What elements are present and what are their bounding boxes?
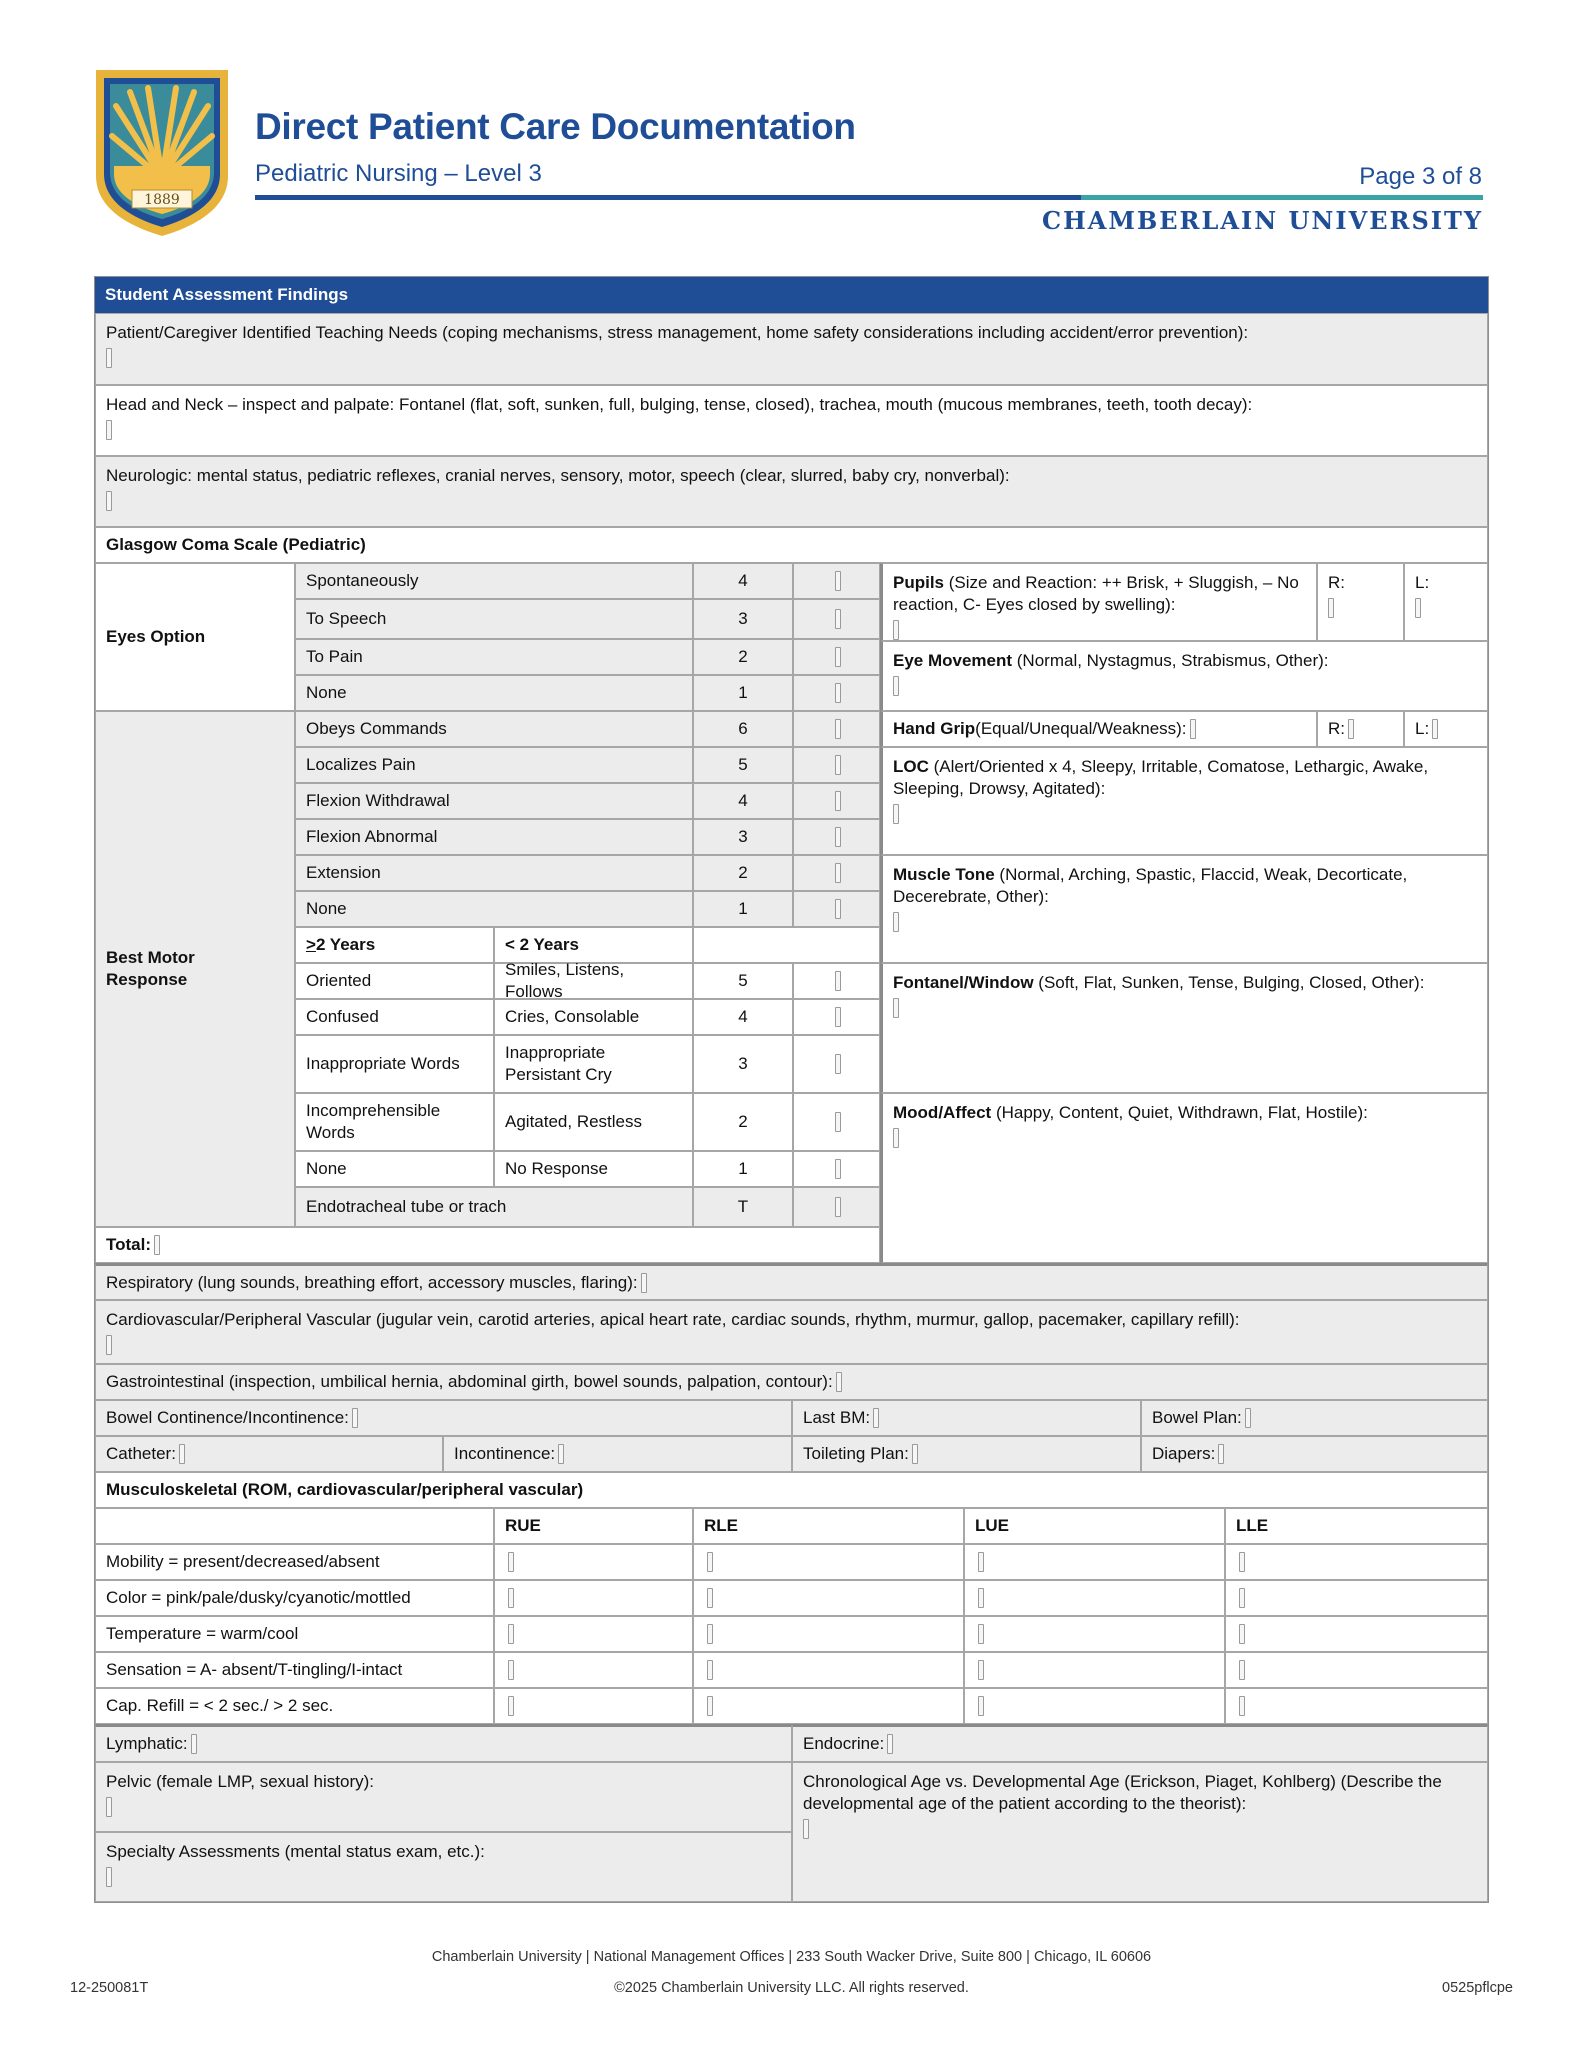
musculo-cell[interactable]: [1225, 1544, 1488, 1580]
verbal-under-agitated: Agitated, Restless: [494, 1093, 693, 1151]
page-number: Page 3 of 8: [1359, 163, 1482, 190]
mood-affect-field[interactable]: [893, 1128, 899, 1148]
pupils-left-field[interactable]: [1415, 598, 1421, 618]
gcs-title: Glasgow Coma Scale (Pediatric): [106, 535, 366, 554]
musculo-cell[interactable]: [494, 1652, 693, 1688]
musculo-row-temperature: Temperature = warm/cool: [95, 1616, 494, 1652]
hand-grip-left-field[interactable]: [1432, 719, 1438, 739]
musculo-cell[interactable]: [964, 1580, 1225, 1616]
gcs-checkbox[interactable]: [793, 963, 880, 999]
cardiovascular-field[interactable]: [106, 1335, 112, 1355]
eye-movement-cell: Eye Movement (Normal, Nystagmus, Strabismus, Other):: [880, 641, 1488, 711]
gcs-motor-flexion-abnormal: Flexion Abnormal: [295, 819, 693, 855]
bowel-continence-field[interactable]: [352, 1408, 358, 1428]
gcs-checkbox[interactable]: [793, 819, 880, 855]
neurologic-field[interactable]: [106, 491, 112, 511]
gcs-score: 3: [693, 599, 793, 639]
gastrointestinal-field[interactable]: [836, 1372, 842, 1392]
musculo-cell[interactable]: [964, 1544, 1225, 1580]
gcs-checkbox[interactable]: [793, 1151, 880, 1187]
gcs-checkbox[interactable]: [793, 599, 880, 639]
musculo-cell[interactable]: [494, 1544, 693, 1580]
verbal-under-smiles: Smiles, Listens, Follows: [494, 963, 693, 999]
gcs-score: 3: [693, 1035, 793, 1093]
gcs-total-field[interactable]: [154, 1235, 160, 1255]
bowel-plan-field[interactable]: [1245, 1408, 1251, 1428]
hand-grip-right-cell: R:: [1317, 711, 1404, 747]
gcs-checkbox[interactable]: [793, 1035, 880, 1093]
last-bm-field[interactable]: [873, 1408, 879, 1428]
diapers-cell: Diapers:: [1141, 1436, 1488, 1472]
hand-grip-field[interactable]: [1190, 719, 1196, 739]
musculo-col-rue: RUE: [494, 1508, 693, 1544]
teaching-needs-row: [95, 313, 1488, 385]
gcs-checkbox[interactable]: [793, 1093, 880, 1151]
musculo-cell[interactable]: [693, 1652, 964, 1688]
gcs-score: 1: [693, 1151, 793, 1187]
musculo-cell[interactable]: [964, 1688, 1225, 1724]
respiratory-row: Respiratory (lung sounds, breathing effort, accessory muscles, flaring):: [95, 1263, 1488, 1300]
toileting-plan-cell: Toileting Plan:: [792, 1436, 1141, 1472]
page-subtitle: Pediatric Nursing – Level 3: [255, 160, 542, 187]
gcs-checkbox[interactable]: [793, 747, 880, 783]
gcs-score: 5: [693, 963, 793, 999]
header-rule-blue: [255, 195, 1081, 200]
gcs-score: 4: [693, 999, 793, 1035]
gcs-checkbox[interactable]: [793, 675, 880, 711]
musculo-col-rle: RLE: [693, 1508, 964, 1544]
bowel-plan-cell: Bowel Plan:: [1141, 1400, 1488, 1436]
gcs-score: 5: [693, 747, 793, 783]
gcs-total-row: [95, 1227, 880, 1263]
musculo-cell[interactable]: [494, 1580, 693, 1616]
musculo-cell[interactable]: [693, 1688, 964, 1724]
lymphatic-field[interactable]: [191, 1734, 197, 1754]
musculo-cell[interactable]: [693, 1616, 964, 1652]
musculo-col-lle: LLE: [1225, 1508, 1488, 1544]
gcs-endotracheal-tube: Endotracheal tube or trach: [295, 1187, 693, 1227]
endocrine-field[interactable]: [887, 1734, 893, 1754]
head-neck-field[interactable]: [106, 420, 112, 440]
pupils-cell: Pupils (Size and Reaction: ++ Brisk, + Sluggish, – No reaction, C- Eyes closed by swelling):: [880, 563, 1317, 641]
gcs-checkbox[interactable]: [793, 891, 880, 927]
header-rule-teal: [1081, 195, 1483, 200]
footer-address: Chamberlain University | National Management Offices | 233 South Wacker Drive, Suite 800 | Chicago, IL 60606: [431, 1949, 1152, 1965]
teaching-needs-label: Patient/Caregiver Identified Teaching Needs (coping mechanisms, stress management, home safety considerations including accident/error prevention):: [106, 323, 1249, 342]
musculo-cell[interactable]: [693, 1544, 964, 1580]
musculo-cell[interactable]: [1225, 1580, 1488, 1616]
cardiovascular-row: Cardiovascular/Peripheral Vascular (jugular vein, carotid arteries, apical heart rate, cardiac sounds, rhythm, murmur, gallop, pacemaker, capillary refill):: [95, 1300, 1488, 1364]
crest-year: 1889: [144, 192, 180, 208]
gcs-score: 2: [693, 1093, 793, 1151]
specialty-cell: Specialty Assessments (mental status exam, etc.):: [95, 1832, 792, 1902]
musculo-row-cap-refill: Cap. Refill = < 2 sec./ > 2 sec.: [95, 1688, 494, 1724]
gcs-checkbox[interactable]: [793, 855, 880, 891]
hand-grip-right-field[interactable]: [1348, 719, 1354, 739]
fontanel-field[interactable]: [893, 998, 899, 1018]
incontinence-field[interactable]: [558, 1444, 564, 1464]
musculo-cell[interactable]: [1225, 1616, 1488, 1652]
gcs-checkbox[interactable]: [793, 999, 880, 1035]
pupils-right-cell: R:: [1317, 563, 1404, 641]
gcs-score: 1: [693, 675, 793, 711]
musculo-row-sensation: Sensation = A- absent/T-tingling/I-intact: [95, 1652, 494, 1688]
gcs-motor-localizes: Localizes Pain: [295, 747, 693, 783]
loc-cell: LOC (Alert/Oriented x 4, Sleepy, Irritable, Comatose, Lethargic, Awake, Sleeping, Drowsy, Agitated):: [880, 747, 1488, 855]
toileting-plan-field[interactable]: [912, 1444, 918, 1464]
pelvic-field[interactable]: [106, 1797, 112, 1817]
verbal-over-incomprehensible: Incomprehensible Words: [295, 1093, 494, 1151]
verbal-under-cries: Cries, Consolable: [494, 999, 693, 1035]
gcs-motor-none: None: [295, 891, 693, 927]
musculo-cell[interactable]: [1225, 1688, 1488, 1724]
musculo-header-blank: [95, 1508, 494, 1544]
musculo-cell[interactable]: [964, 1616, 1225, 1652]
musculo-cell[interactable]: [693, 1580, 964, 1616]
page-title: Direct Patient Care Documentation: [255, 106, 856, 147]
development-cell: Chronological Age vs. Developmental Age (Erickson, Piaget, Kohlberg) (Describe the developmental age of the patient according to the theorist):: [792, 1762, 1488, 1902]
verbal-header-over-2: > 2 Years: [295, 927, 494, 963]
loc-field[interactable]: [893, 804, 899, 824]
gcs-checkbox[interactable]: [793, 783, 880, 819]
hand-grip-cell: Hand Grip (Equal/Unequal/Weakness):: [880, 711, 1317, 747]
pelvic-cell: Pelvic (female LMP, sexual history):: [95, 1762, 792, 1832]
verbal-over-oriented: Oriented: [295, 963, 494, 999]
gcs-checkbox[interactable]: [793, 563, 880, 599]
head-neck-label: Head and Neck – inspect and palpate: Fontanel (flat, soft, sunken, full, bulging, tense, closed), trachea, mouth (mucous membranes, teeth, tooth decay):: [106, 395, 1253, 414]
gcs-score: 1: [693, 891, 793, 927]
gcs-total-label: Total:: [106, 1235, 152, 1254]
gcs-eyes-to-speech: To Speech: [295, 599, 693, 639]
diapers-field[interactable]: [1218, 1444, 1224, 1464]
verbal-over-confused: Confused: [295, 999, 494, 1035]
eyes-option-label: Eyes Option: [95, 563, 295, 711]
gcs-eyes-spontaneously: Spontaneously: [295, 563, 693, 599]
gcs-checkbox[interactable]: [793, 639, 880, 675]
gcs-motor-extension: Extension: [295, 855, 693, 891]
footer-copyright: ©2025 Chamberlain University LLC. All rights reserved.: [614, 1980, 969, 1996]
musculoskeletal-title: Musculoskeletal (ROM, cardiovascular/peripheral vascular): [95, 1472, 1488, 1508]
footer-doc-id: 0525pflcpe: [1442, 1980, 1513, 1996]
verbal-over-inappropriate: Inappropriate Words: [295, 1035, 494, 1093]
section-title: Student Assessment Findings: [105, 285, 349, 304]
musculo-cell[interactable]: [494, 1616, 693, 1652]
mood-affect-cell: Mood/Affect (Happy, Content, Quiet, Withdrawn, Flat, Hostile):: [880, 1093, 1488, 1263]
musculo-cell[interactable]: [1225, 1652, 1488, 1688]
verbal-header-under-2: < 2 Years: [494, 927, 693, 963]
gcs-score: 3: [693, 819, 793, 855]
musculo-cell[interactable]: [964, 1652, 1225, 1688]
last-bm-cell: Last BM:: [792, 1400, 1141, 1436]
gcs-score: T: [693, 1187, 793, 1227]
fontanel-cell: Fontanel/Window (Soft, Flat, Sunken, Tense, Bulging, Closed, Other):: [880, 963, 1488, 1093]
best-motor-response-label: Best Motor Response: [95, 711, 295, 1227]
musculo-cell[interactable]: [494, 1688, 693, 1724]
pupils-field[interactable]: [893, 620, 899, 640]
section-header: [95, 277, 1488, 313]
gastrointestinal-row: Gastrointestinal (inspection, umbilical hernia, abdominal girth, bowel sounds, palpation, contour):: [95, 1364, 1488, 1400]
gcs-title-row: [95, 527, 1488, 563]
hand-grip-left-cell: L:: [1404, 711, 1488, 747]
verbal-under-persistant: Inappropriate Persistant Cry: [494, 1035, 693, 1093]
verbal-under-no-response: No Response: [494, 1151, 693, 1187]
respiratory-field[interactable]: [641, 1273, 647, 1293]
neurologic-row: [95, 456, 1488, 527]
gcs-score: 4: [693, 783, 793, 819]
neurologic-label: Neurologic: mental status, pediatric reflexes, cranial nerves, sensory, motor, speech (clear, slurred, baby cry, nonverbal):: [106, 466, 1010, 485]
gcs-score: 6: [693, 711, 793, 747]
incontinence-cell: Incontinence:: [443, 1436, 792, 1472]
musculo-col-lue: LUE: [964, 1508, 1225, 1544]
verbal-over-none: None: [295, 1151, 494, 1187]
gcs-motor-obeys: Obeys Commands: [295, 711, 693, 747]
university-crest-logo: [92, 66, 232, 238]
muscle-tone-cell: Muscle Tone (Normal, Arching, Spastic, Flaccid, Weak, Decorticate, Decerebrate, Other):: [880, 855, 1488, 963]
gcs-checkbox[interactable]: [793, 1187, 880, 1227]
university-wordmark: CHAMBERLAIN UNIVERSITY: [1041, 206, 1483, 235]
gcs-score: 2: [693, 855, 793, 891]
catheter-cell: Catheter:: [95, 1436, 443, 1472]
musculo-row-mobility: Mobility = present/decreased/absent: [95, 1544, 494, 1580]
verbal-header-blank: [693, 927, 880, 963]
gcs-checkbox[interactable]: [793, 711, 880, 747]
development-field[interactable]: [803, 1819, 809, 1839]
eye-movement-field[interactable]: [893, 676, 899, 696]
gcs-eyes-none: None: [295, 675, 693, 711]
teaching-needs-field[interactable]: [106, 348, 112, 368]
lymphatic-cell: Lymphatic:: [95, 1724, 792, 1762]
specialty-field[interactable]: [106, 1867, 112, 1887]
pupils-right-field[interactable]: [1328, 598, 1334, 618]
gcs-score: 2: [693, 639, 793, 675]
pupils-left-cell: L:: [1404, 563, 1488, 641]
gcs-eyes-to-pain: To Pain: [295, 639, 693, 675]
musculo-row-color: Color = pink/pale/dusky/cyanotic/mottled: [95, 1580, 494, 1616]
bowel-continence-cell: Bowel Continence/Incontinence:: [95, 1400, 792, 1436]
gcs-motor-flexion-withdrawal: Flexion Withdrawal: [295, 783, 693, 819]
catheter-field[interactable]: [179, 1444, 185, 1464]
endocrine-cell: Endocrine:: [792, 1724, 1488, 1762]
assessment-form: [94, 276, 1489, 1903]
gcs-score: 4: [693, 563, 793, 599]
footer-code: 12-250081T: [70, 1980, 149, 1996]
head-neck-row: [95, 385, 1488, 456]
muscle-tone-field[interactable]: [893, 912, 899, 932]
